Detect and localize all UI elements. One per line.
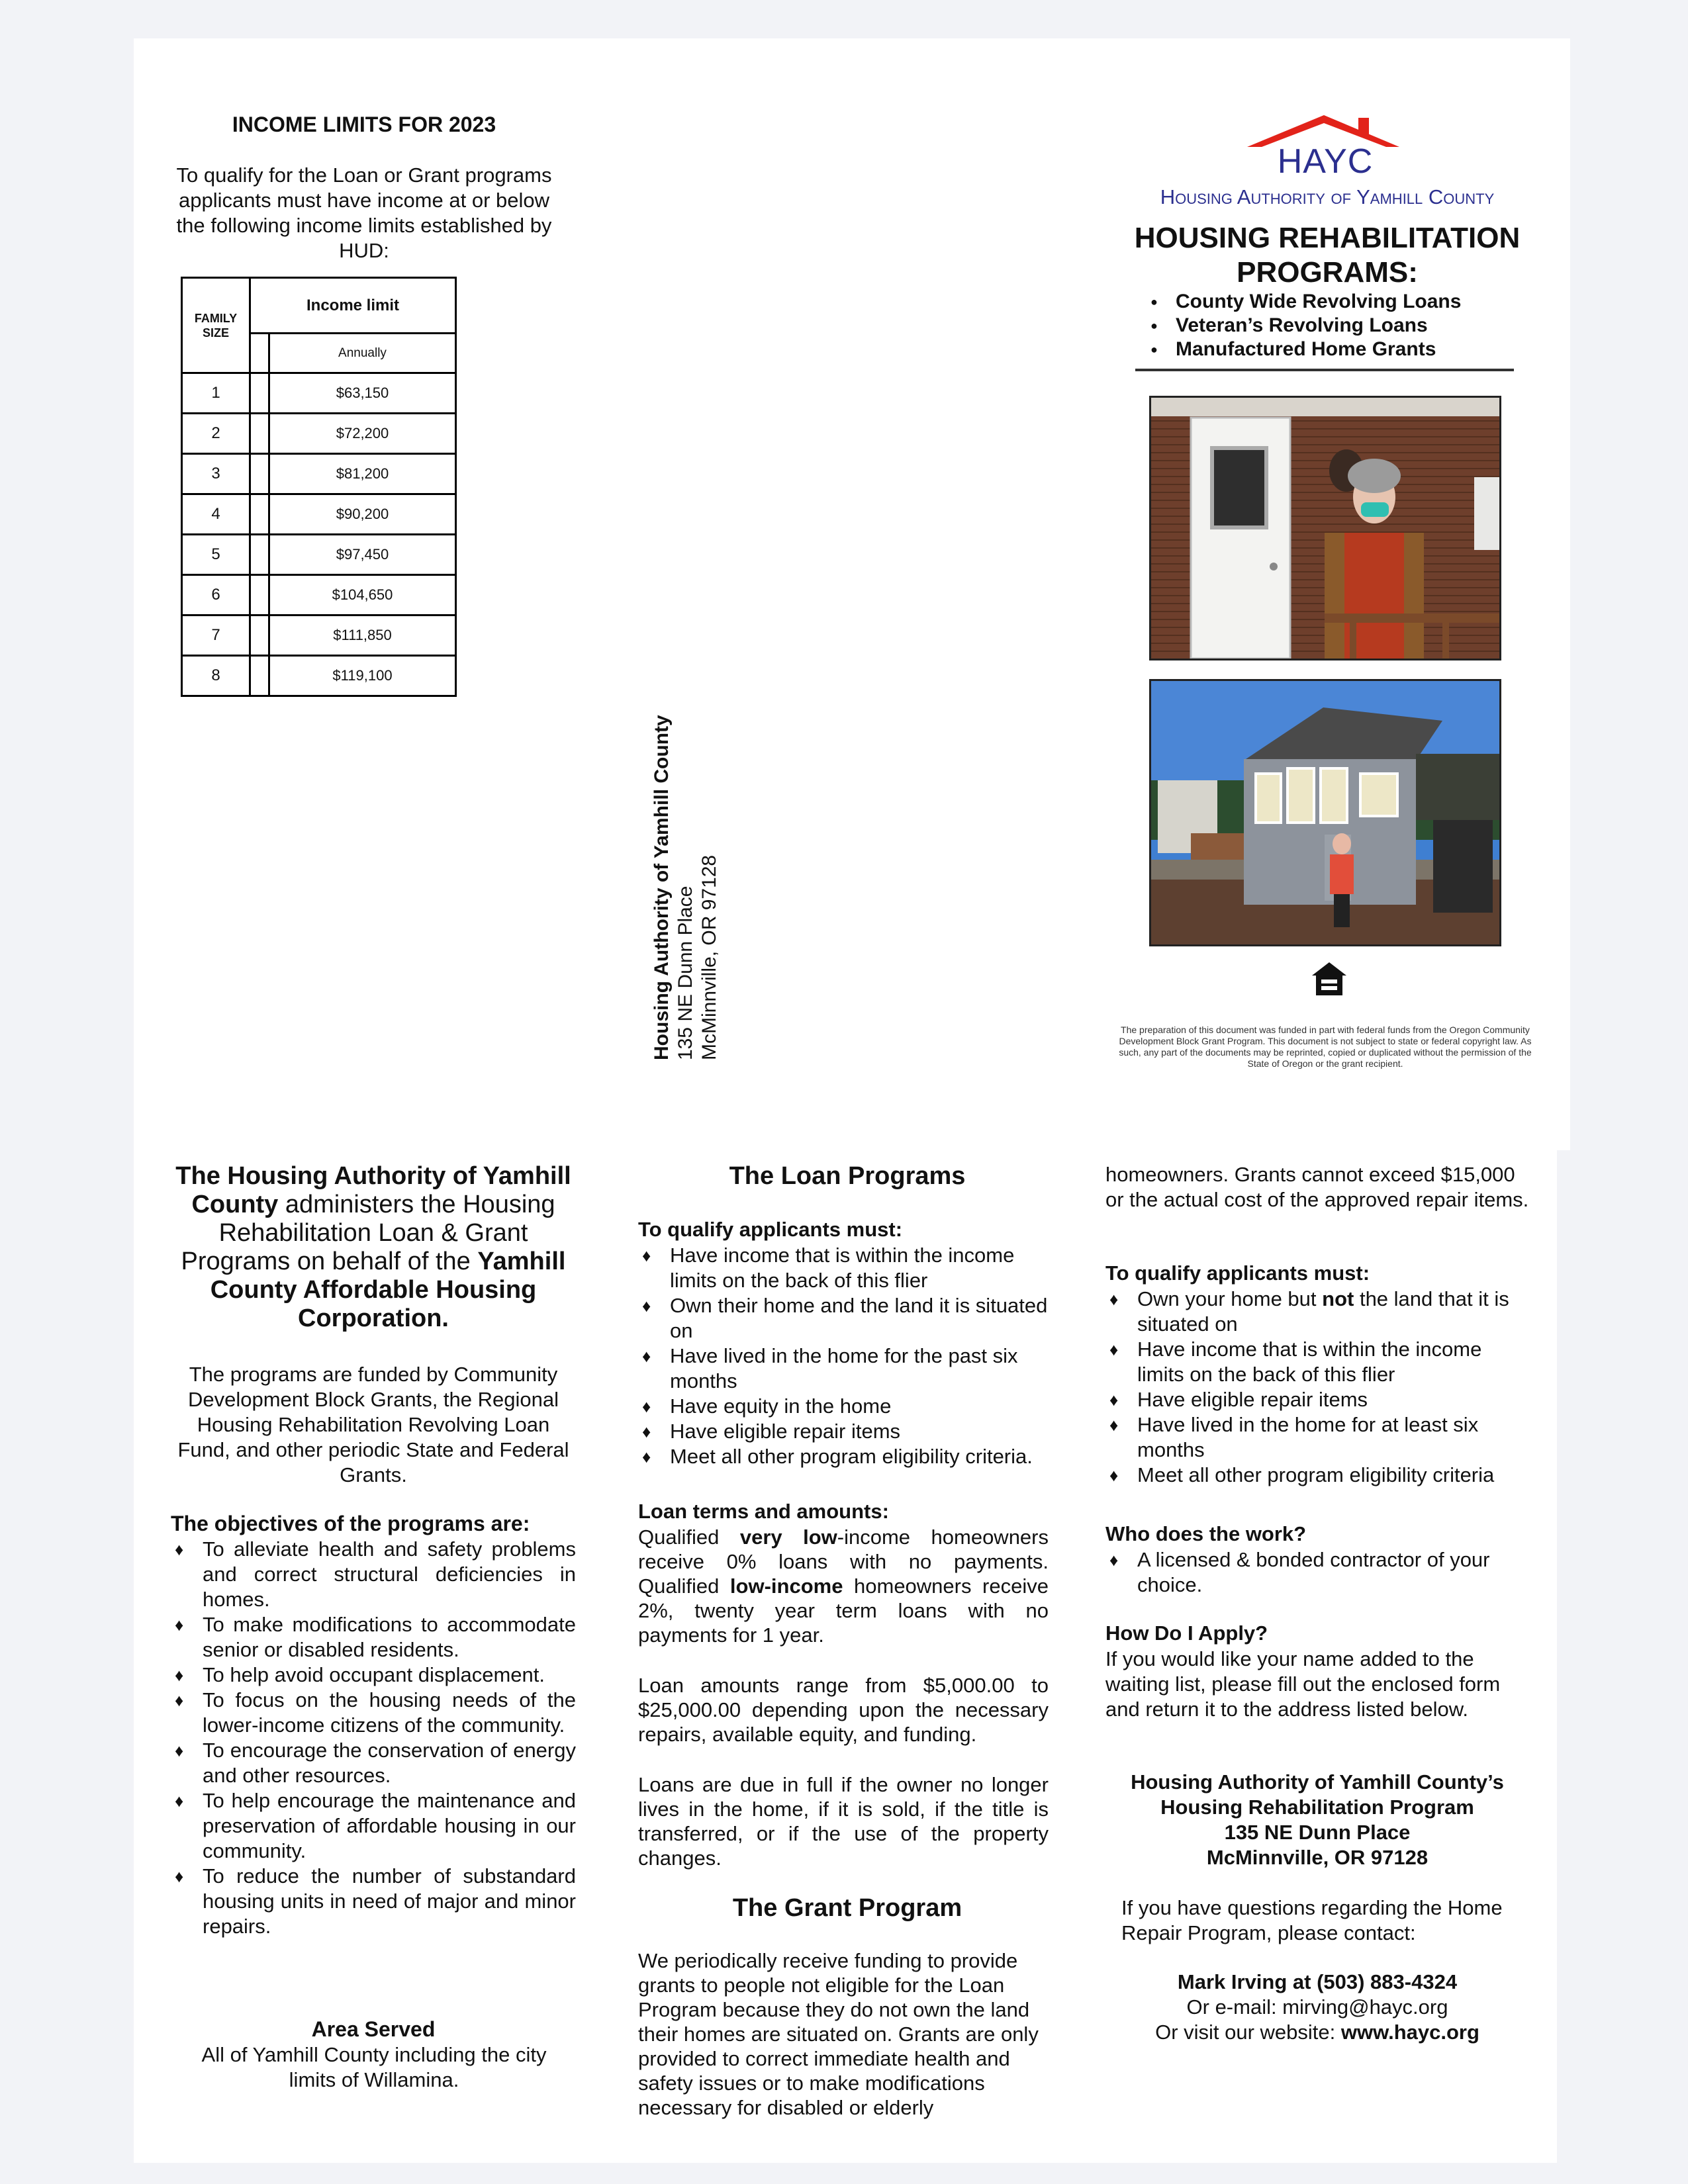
list-item: ♦ Have eligible repair items [638,1419,1062,1444]
list-item: ● Veteran’s Revolving Loans [1143,314,1513,338]
questions-text: If you have questions regarding the Home Repair Program, please contact: [1121,1896,1503,1944]
list-item: ♦ Own your home but not the land that it is situated on [1105,1287,1529,1337]
income-table [181,277,457,697]
family-size-cell: 7 [182,615,250,656]
cover-rule [1135,369,1514,371]
grant-continued-text: homeowners. Grants cannot exceed $15,000 or the actual cost of the approved repair items. [1105,1163,1529,1211]
intro-text-1: administers the Housing Rehabilitation Loan & Grant Programs on behalf of the [181,1191,555,1275]
work-heading: Who does the work? [1105,1522,1307,1545]
loan-amounts-text: Loan amounts range from $5,000.00 to $25,000.00 depending upon the necessary repairs, available equity, and funding. [638,1674,1049,1746]
income-amount-cell: $72,200 [269,414,456,454]
loan-due-text: Loans are due in full if the owner no longer lives in the home, if it is sold, if the title is transferred, or if the use of the property changes. [638,1773,1049,1870]
apply-heading: How Do I Apply? [1105,1621,1268,1645]
work-list [1105,1547,1529,1598]
apply-text: If you would like your name added to the waiting list, please fill out the enclosed form and return it to the address listed below. [1105,1647,1501,1721]
spacer-cell [250,373,269,414]
terms-e: homeowners receive 2%, twenty year term loans with no payments for 1 year. [638,1574,1049,1647]
program-address [1105,1770,1529,1870]
loan-qualify-heading: To qualify applicants must: [638,1218,903,1241]
loan-programs-heading: The Loan Programs [729,1162,966,1190]
loan-terms-heading: Loan terms and amounts: [638,1500,889,1523]
list-item: ♦ Have income that is within the income limits on the back of this flier [1105,1337,1529,1387]
list-item: ♦ To alleviate health and safety problems and correct structural deficiencies in homes. [171,1537,576,1612]
family-size-cell: 8 [182,656,250,696]
income-amount-cell: $81,200 [269,454,456,494]
terms-a: Qualified [638,1525,740,1549]
list-item: ● County Wide Revolving Loans [1143,290,1513,314]
list-item: ♦ Have lived in the home for the past six months [638,1343,1062,1394]
family-size-cell: 1 [182,373,250,414]
income-title: INCOME LIMITS FOR 2023 [232,113,496,136]
address-line-1: Housing Authority of Yamhill County’s [1131,1770,1504,1794]
table-row [182,615,456,656]
list-item: ♦ To focus on the housing needs of the lower-income citizens of the community. [171,1688,576,1738]
family-size-header: FAMILY SIZE [182,278,250,373]
loan-terms-text [638,1525,1049,1647]
list-item: ♦ Have equity in the home [638,1394,1062,1419]
table-row [182,656,456,696]
annual-header: Annually [269,334,456,373]
income-amount-cell: $90,200 [269,494,456,535]
website-link[interactable]: www.hayc.org [1340,2021,1479,2044]
list-item: ♦ A licensed & bonded contractor of your choice. [1105,1547,1529,1598]
income-header: Income limit [250,278,456,334]
income-intro: To qualify for the Loan or Grant programs applicants must have income at or below the following income limits established by HUD: [176,163,552,262]
spacer-cell [250,575,269,615]
contact-block [1105,1970,1529,2045]
manufactured-home-photo [1149,679,1501,946]
intro-bold-2: Yamhill County Affordable Housing Corporation. [210,1248,566,1332]
list-item: ● Manufactured Home Grants [1143,338,1513,361]
spacer-cell [250,414,269,454]
family-size-cell: 3 [182,454,250,494]
income-amount-cell: $104,650 [269,575,456,615]
website-label: Or visit our website: [1155,2021,1341,2044]
about-intro [171,1162,576,1333]
spacer-cell [250,535,269,575]
org-name: Housing Authority of Yamhill County [1160,185,1495,208]
family-size-cell: 6 [182,575,250,615]
grant-qualify-heading: To qualify applicants must: [1105,1261,1370,1285]
contact-email: Or e-mail: mirving@hayc.org [1186,1995,1448,2019]
terms-low-income: low-income [729,1574,843,1598]
family-size-cell: 2 [182,414,250,454]
table-row [182,575,456,615]
list-item: ♦ To encourage the conservation of energy and other resources. [171,1738,576,1788]
logo-text: HAYC [1277,142,1374,181]
list-item: ♦ To help encourage the maintenance and preservation of affordable housing in our community. [171,1788,576,1864]
spacer-cell [250,454,269,494]
list-item: ♦ Have lived in the home for at least six months [1105,1412,1529,1463]
cover-title: HOUSING REHABILITATION PROGRAMS: [1134,222,1521,289]
spacer-cell [250,615,269,656]
terms-c: -income homeowners receive 0% loans with no payments. Qualified [638,1525,1049,1598]
area-heading: Area Served [311,2017,436,2041]
area-text: All of Yamhill County including the city limits of Willamina. [201,2043,547,2091]
funding-text: The programs are funded by Community Development Block Grants, the Regional Housing Rehabilitation Revolving Loan Fund, and other periodic State and Federal Grants. [177,1363,569,1486]
address-line-3: 135 NE Dunn Place [1224,1821,1411,1844]
list-item: ♦ To make modifications to accommodate senior or disabled residents. [171,1612,576,1662]
table-row [182,535,456,575]
income-amount-cell: $97,450 [269,535,456,575]
list-item: ♦ Meet all other program eligibility criteria [1105,1463,1529,1488]
grant-qualify-list [1105,1287,1529,1488]
family-size-cell: 4 [182,494,250,535]
objectives-list [171,1537,576,1939]
mailing-address [650,690,722,1060]
table-row [182,454,456,494]
intro-bold-1: The Housing Authority of Yamhill County [175,1162,571,1218]
program-list [1143,290,1513,361]
grant-program-text: We periodically receive funding to provide grants to people not eligible for the Loan Program because they do not own the land their homes are situated on. Grants are only provided to correct immediate health and safety issues or to make modifications necessary for disabled or elderly [638,1949,1039,2119]
address-line-4: McMinnville, OR 97128 [1206,1846,1429,1869]
table-row [182,414,456,454]
objectives-heading: The objectives of the programs are: [171,1512,530,1535]
list-item: ♦ To reduce the number of substandard housing units in need of major and minor repairs. [171,1864,576,1939]
spacer-cell [250,334,269,373]
income-amount-cell: $111,850 [269,615,456,656]
income-amount-cell: $63,150 [269,373,456,414]
income-amount-cell: $119,100 [269,656,456,696]
equal-housing-icon [1309,960,1349,999]
address-line-2: Housing Rehabilitation Program [1160,1796,1474,1819]
homeowner-porch-photo [1149,396,1501,660]
list-item: ♦ Meet all other program eligibility criteria. [638,1444,1062,1469]
list-item: ♦ Own their home and the land it is situated on [638,1293,1062,1343]
list-item: ♦ Have income that is within the income limits on the back of this flier [638,1243,1062,1293]
family-size-cell: 5 [182,535,250,575]
table-row [182,494,456,535]
spacer-cell [250,656,269,696]
mailing-line-2: 135 NE Dunn Place [675,886,696,1060]
terms-very-low: very low [739,1525,837,1549]
spacer-cell [250,494,269,535]
contact-name: Mark Irving at (503) 883-4324 [1177,1970,1458,1993]
funding-disclaimer: The preparation of this document was funded in part with federal funds from the Oregon Community Development Block Grant Program. This document is not subject to state or federal copyright law. As such, any part of the documents may be reprinted, copied or duplicated without the permission of the State of Oregon or the grant recipient. [1119,1024,1532,1069]
table-row [182,373,456,414]
list-item: ♦ To help avoid occupant displacement. [171,1662,576,1688]
hayc-logo [1246,113,1405,185]
loan-qualify-list [638,1243,1062,1469]
mailing-line-3: McMinnville, OR 97128 [698,854,720,1060]
mailing-line-1: Housing Authority of Yamhill County [651,715,673,1060]
grant-program-heading: The Grant Program [732,1894,962,1922]
list-item: ♦ Have eligible repair items [1105,1387,1529,1412]
